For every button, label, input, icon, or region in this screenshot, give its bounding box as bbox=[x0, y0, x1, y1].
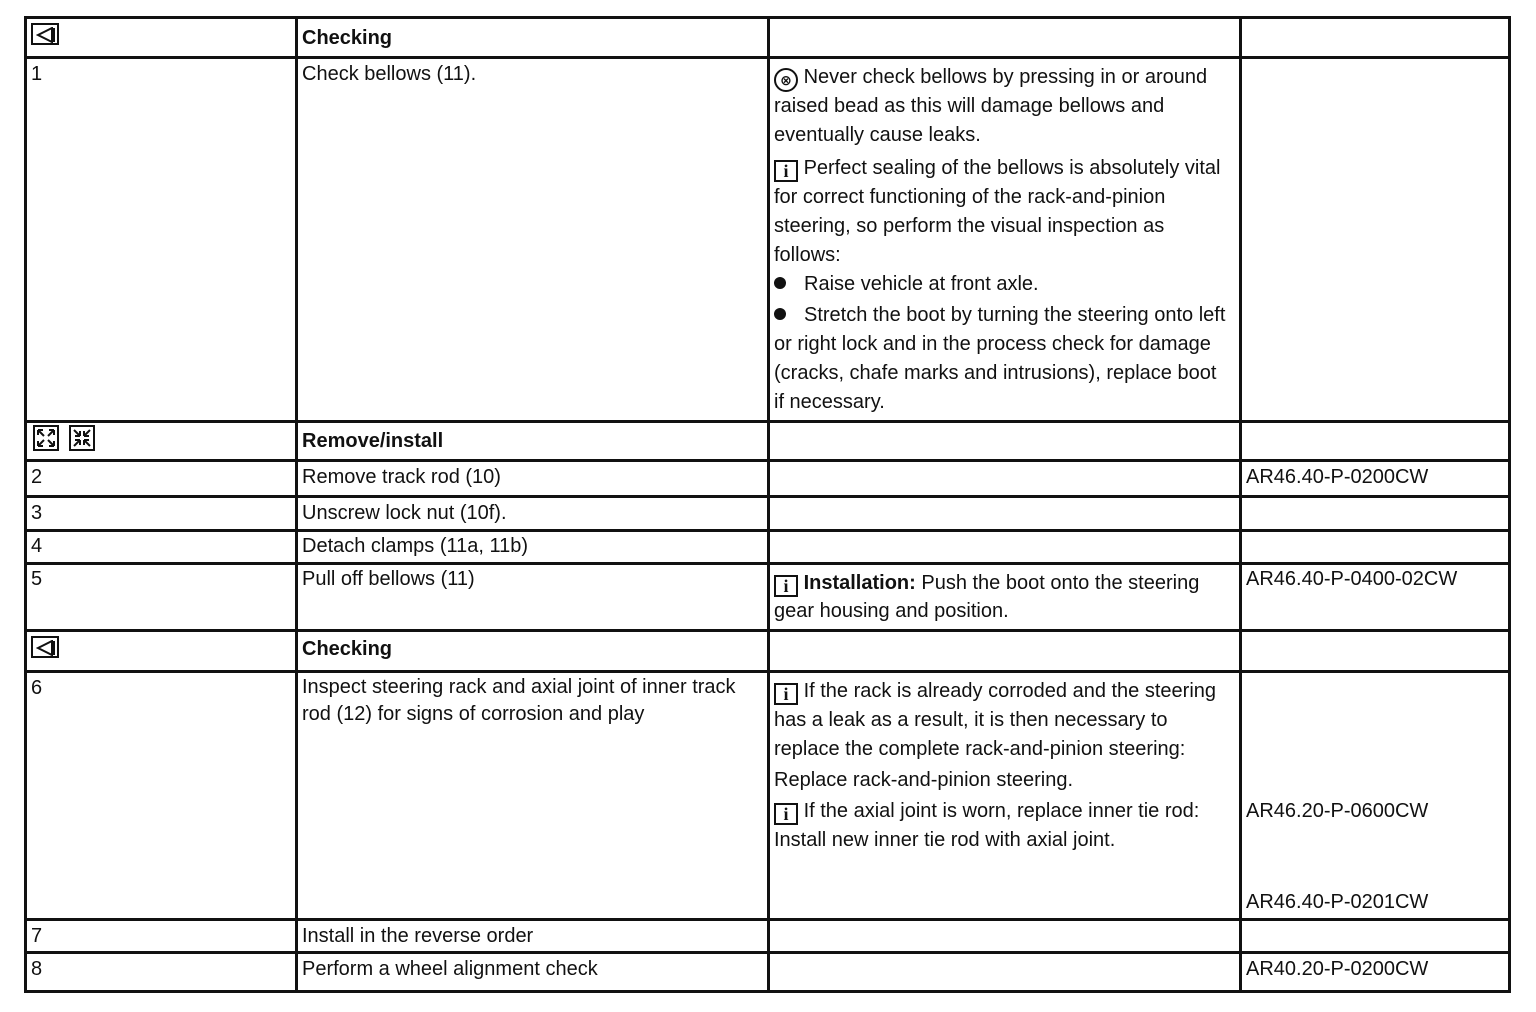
back-arrow-icon bbox=[31, 636, 59, 658]
info-text: If the rack is already corroded and the steering has a leak as a result, it is then necessary to replace the complete rack-and-pinion steering: bbox=[774, 680, 1217, 760]
info-text: Perfect sealing of the bellows is absolutely vital for correct functioning of the rack-and-pinion steering, so perform the visual inspection as follows: bbox=[774, 157, 1221, 266]
step-action: Remove track rod (10) bbox=[302, 466, 501, 488]
step-action: Check bellows (11). bbox=[302, 63, 477, 85]
step-number: 3 bbox=[31, 502, 43, 524]
row-divider bbox=[27, 495, 1508, 498]
warning-note bbox=[774, 63, 1231, 150]
row-divider bbox=[27, 629, 1508, 632]
note-action: Install new inner tie rod with axial joint. bbox=[774, 829, 1116, 851]
step-action: Unscrew lock nut (10f). bbox=[302, 502, 507, 524]
info-text: If the axial joint is worn, replace inner tie rod: bbox=[803, 800, 1200, 822]
bullet-text: Raise vehicle at front axle. bbox=[804, 273, 1039, 295]
step-number: 6 bbox=[31, 677, 43, 699]
info-icon: i bbox=[774, 683, 798, 705]
warning-text: Never check bellows by pressing in or around raised bead as this will damage bellows and eventually cause leaks. bbox=[774, 66, 1208, 146]
step-number: 2 bbox=[31, 466, 43, 488]
step-number: 1 bbox=[31, 63, 43, 85]
remove-icon bbox=[33, 425, 59, 451]
back-arrow-icon bbox=[31, 23, 59, 45]
row-divider bbox=[27, 459, 1508, 462]
row-divider bbox=[27, 951, 1508, 954]
reference-link[interactable]: AR46.20-P-0600CW bbox=[1246, 800, 1429, 822]
row-divider bbox=[27, 670, 1508, 673]
bullet-item bbox=[774, 270, 1231, 299]
note-text: Push the boot onto the steering gear housing and position. bbox=[774, 572, 1200, 622]
step-number: 8 bbox=[31, 958, 43, 980]
step-action: Pull off bellows (11) bbox=[302, 568, 475, 590]
note-action: Replace rack-and-pinion steering. bbox=[774, 769, 1074, 791]
info-icon: i bbox=[774, 575, 798, 597]
step-notes bbox=[770, 677, 1239, 918]
bullet-text: Stretch the boot by turning the steering onto left or right lock and in the process check for damage (cracks, chafe marks and intrusions), replace boot if necessary. bbox=[774, 304, 1226, 413]
section-title: Checking bbox=[302, 638, 393, 660]
step-action: Perform a wheel alignment check bbox=[302, 958, 598, 980]
step-action: Detach clamps (11a, 11b) bbox=[302, 535, 529, 557]
info-note bbox=[774, 154, 1231, 270]
info-note bbox=[774, 677, 1231, 764]
row-divider bbox=[27, 56, 1508, 59]
bullet-icon bbox=[774, 277, 786, 289]
step-number: 7 bbox=[31, 925, 43, 947]
reference-link[interactable]: AR46.40-P-0201CW bbox=[1246, 891, 1429, 913]
installation-note bbox=[774, 569, 1235, 625]
step-number: 4 bbox=[31, 535, 43, 557]
section-title: Remove/install bbox=[302, 430, 444, 452]
procedure-table bbox=[24, 16, 1511, 993]
reference-link[interactable]: AR40.20-P-0200CW bbox=[1246, 958, 1429, 980]
step-cell bbox=[27, 635, 295, 670]
step-action: Inspect steering rack and axial joint of inner track rod (12) for signs of corrosion and play bbox=[302, 676, 736, 725]
reference-link[interactable]: AR46.40-P-0200CW bbox=[1246, 466, 1429, 488]
info-icon: i bbox=[774, 160, 798, 182]
column-divider bbox=[1239, 19, 1242, 990]
step-notes bbox=[770, 63, 1239, 420]
note-label: Installation: bbox=[803, 572, 916, 594]
step-cell bbox=[27, 22, 295, 56]
step-action: Install in the reverse order bbox=[302, 925, 534, 947]
section-title: Checking bbox=[302, 27, 393, 49]
step-cell bbox=[27, 425, 295, 459]
bullet-icon bbox=[774, 308, 786, 320]
install-icon bbox=[69, 425, 95, 451]
info-note bbox=[774, 797, 1231, 826]
step-notes bbox=[770, 569, 1239, 625]
reference-link[interactable]: AR46.40-P-0400-02CW bbox=[1246, 568, 1458, 590]
warning-icon: ⊗ bbox=[774, 68, 798, 92]
step-number: 5 bbox=[31, 568, 43, 590]
info-icon: i bbox=[774, 803, 798, 825]
bullet-item bbox=[774, 301, 1231, 417]
row-divider bbox=[27, 420, 1508, 423]
row-divider bbox=[27, 918, 1508, 921]
